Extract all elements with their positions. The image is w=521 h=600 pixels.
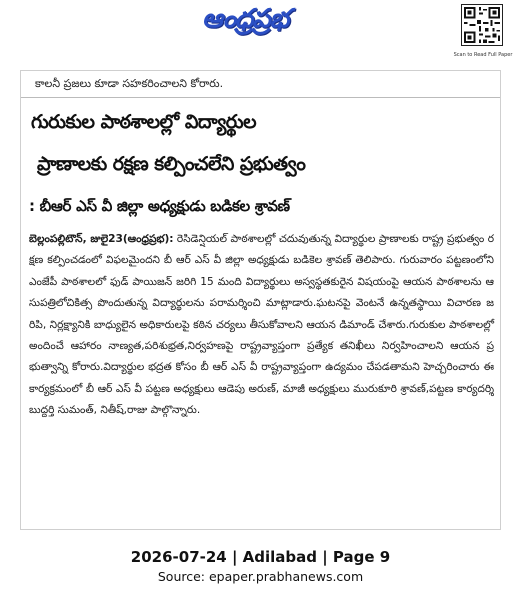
- headline-line-2: ప్రాణాలకు రక్షణ కల్పించలేని ప్రభుత్వం: [37, 153, 306, 175]
- newspaper-logo: ఆంధ్రప్రభ: [202, 4, 289, 34]
- article-body-text: రెసిడెన్షియల్ పాఠశాలల్లో చదువుతున్న విద్యార్థుల ప్రాణాలకు రాష్ట్ర ప్రభుత్వం రక్షణ కల్పించడంలో విఫలమైందని బీ ఆర్ ఎస్ వీ జిల్లా అధ్యక్షుడు బడికెల శ్రావణ్ తెలిపారు. గురువారం పట్టణంలోని ఎంజేపీ పాఠశాలలో ఫుడ్ పాయిజన్ జరిగి 15 మంది విద్యార్థులు అస్వస్థతకురైన విషయంపై ఆయన పాఠశాలను ఆసుపత్రిలోచికిత్స పొందుతున్న విద్యార్థులను పరామర్శించి మాట్లాడారు.ఘటనపై వెంటనే ఉన్నతస్థాయి విచారణ జరిపి, నిర్లక్ష్యానికి బాధ్యులైన అధికారులపై కఠిన చర్యలు తీసుకోవాలని ఆయన డిమాండ్ చేశారు.గురుకుల పాఠశాలల్లో అందించే ఆహారం నాణ్యత,పరిశుభ్రత,నిర్వహణపై రాష్ట్రవ్యాప్తంగా ప్రత్యేక తనిఖీలు నిర్వహించాలని ఆయన ప్రభుత్వాన్ని కోరారు.విద్యార్థుల భద్రత కోసం బీ ఆర్ ఎస్ వీ రాష్ట్రవ్యాప్తంగా ఉద్యమం చేపడతామని హెచ్చరించారు ఈ కార్యక్రమంలో బీ ఆర్ ఎస్ వీ పట్టణ అధ్యక్షులు ఆడెపు అరుణ్, మాజీ అధ్యక్షులు మురుకూరి శ్రావణ్,పట్టణ కార్యదర్శి బుద్దర్తి సుమంత్, నితీష్,రాజు పాల్గొన్నారు.: [29, 233, 494, 417]
- article-body: [29, 229, 494, 422]
- qr-code-icon[interactable]: [461, 4, 503, 46]
- edition-info: 2026-07-24 | Adilabad | Page 9: [130, 548, 391, 566]
- masthead: [0, 0, 521, 66]
- headline-line-1: గురుకుల పాఠశాలల్లో విద్యార్థుల: [31, 111, 257, 133]
- source-link[interactable]: Source: epaper.prabhanews.com: [157, 569, 364, 584]
- subheadline: : బీఆర్ ఎస్ వీ జిల్లా అధ్యక్షుడు బడికల శ్రావణ్: [29, 197, 290, 215]
- dateline: బెల్లంపల్లిటౌన్, జులై23(ఆంధ్రప్రభ):: [29, 233, 174, 245]
- article-divider: [21, 97, 500, 98]
- previous-article-tail: కాలనీ ప్రజలు కూడా సహకరించాలని కోరారు.: [35, 77, 224, 90]
- qr-caption: Scan to Read Full Paper: [453, 52, 513, 58]
- news-clipping: [20, 70, 501, 530]
